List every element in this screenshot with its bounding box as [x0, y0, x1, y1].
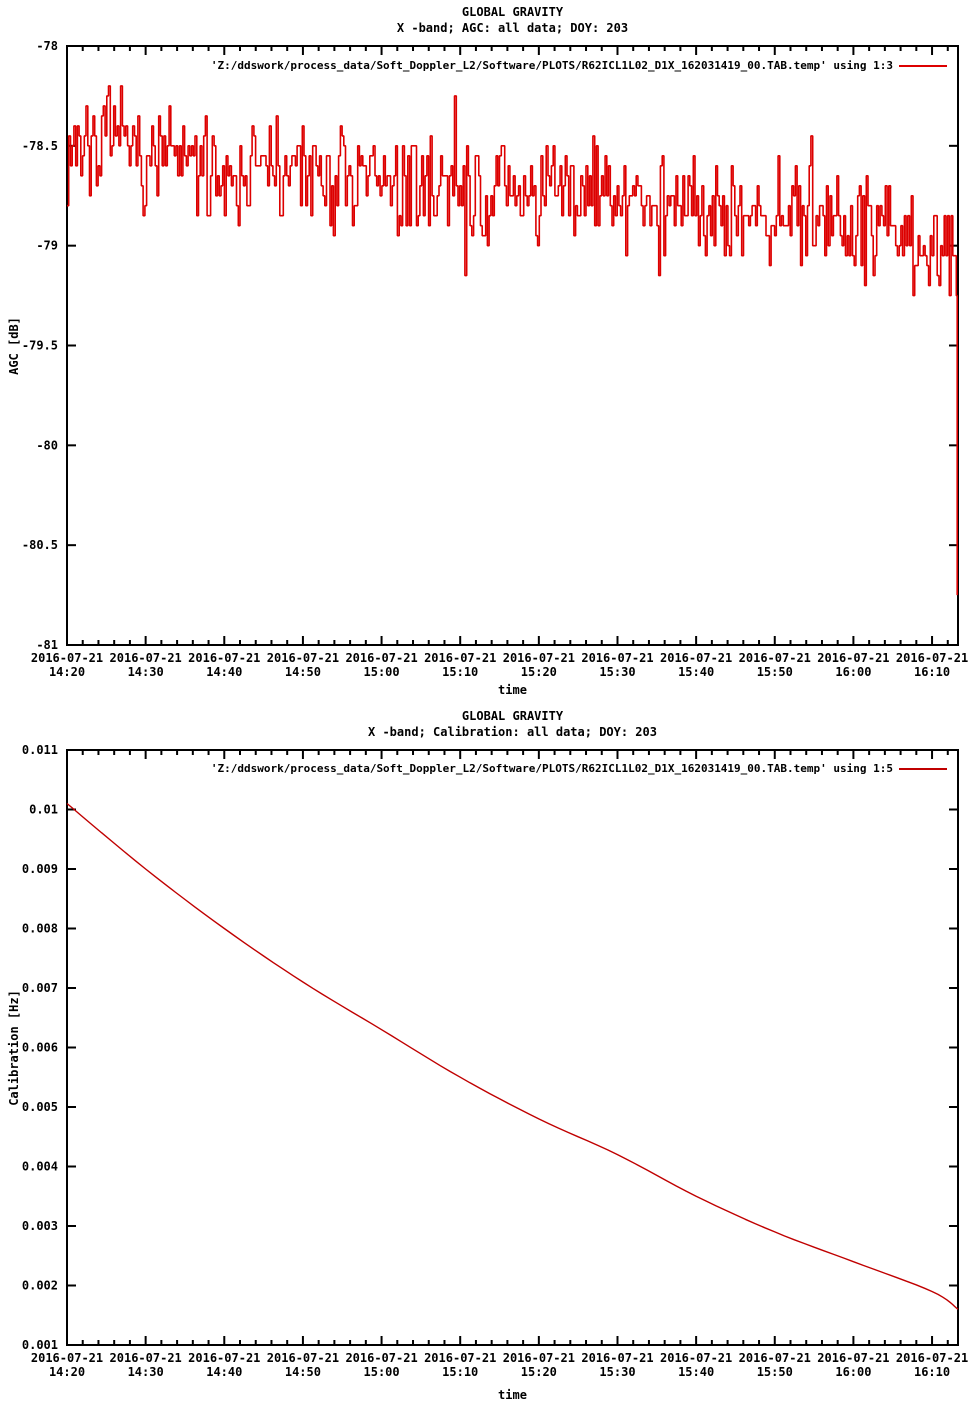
- y-tick-label: -78: [36, 39, 58, 53]
- y-tick-label: -79.5: [21, 338, 58, 353]
- x-tick-time-label: 15:10: [442, 1365, 479, 1379]
- x-tick-date-label: 2016-07-21: [738, 651, 811, 665]
- x-tick-time-label: 16:00: [835, 1365, 872, 1379]
- x-tick-date-label: 2016-07-21: [266, 1351, 340, 1365]
- chart-title: GLOBAL GRAVITY: [461, 709, 564, 723]
- legend-line-swatch: [899, 768, 947, 770]
- chart-subtitle: X -band; Calibration: all data; DOY: 203: [368, 725, 657, 739]
- data-line: [67, 86, 957, 595]
- calibration-plot-svg: [0, 700, 980, 1400]
- data-line: [67, 804, 958, 1310]
- y-tick-label: 0.002: [21, 1278, 58, 1293]
- y-tick-label: 0.001: [21, 1338, 58, 1352]
- x-tick-date-label: 2016-07-21: [581, 1351, 654, 1365]
- x-tick-time-label: 15:00: [363, 1365, 400, 1379]
- x-tick-date-label: 2016-07-21: [345, 651, 418, 665]
- y-tick-label: 0.006: [21, 1040, 58, 1055]
- legend-line-swatch: [899, 65, 947, 67]
- x-tick-date-label: 2016-07-21: [895, 1351, 969, 1365]
- x-tick-date-label: 2016-07-21: [30, 1351, 104, 1365]
- agc-plot-svg: [0, 0, 980, 700]
- x-tick-date-label: 2016-07-21: [817, 651, 890, 665]
- x-tick-date-label: 2016-07-21: [502, 1351, 575, 1365]
- legend-label: 'Z:/ddswork/process_data/Soft_Doppler_L2/Software/PLOTS/R62ICL1L02_D1X_162031419_00.TAB.temp' using 1:5: [210, 762, 893, 775]
- y-tick-label: -79: [36, 238, 58, 253]
- x-tick-date-label: 2016-07-21: [660, 651, 733, 665]
- x-tick-time-label: 15:20: [520, 1365, 557, 1379]
- y-tick-label: 0.008: [21, 921, 58, 936]
- y-tick-label: 0.011: [21, 743, 58, 757]
- x-axis-label: time: [498, 1388, 527, 1402]
- legend-label: 'Z:/ddswork/process_data/Soft_Doppler_L2/Software/PLOTS/R62ICL1L02_D1X_162031419_00.TAB.temp' using 1:3: [210, 59, 893, 72]
- legend-entry: [211, 59, 947, 72]
- x-tick-date-label: 2016-07-21: [738, 1351, 811, 1365]
- x-tick-time-label: 14:40: [206, 1365, 243, 1379]
- x-tick-date-label: 2016-07-21: [660, 1351, 733, 1365]
- x-tick-time-label: 14:20: [48, 1365, 86, 1379]
- x-tick-time-label: 14:20: [48, 665, 86, 679]
- x-tick-date-label: 2016-07-21: [109, 651, 182, 665]
- x-tick-date-label: 2016-07-21: [109, 1351, 182, 1365]
- y-tick-label: 0.007: [21, 981, 58, 995]
- x-tick-time-label: 15:40: [678, 665, 715, 679]
- gravity-calibration-chart: [0, 700, 980, 1400]
- y-tick-label: -81: [36, 638, 58, 652]
- x-tick-time-label: 14:30: [127, 1365, 164, 1379]
- y-tick-label: -80: [36, 438, 58, 453]
- x-tick-time-label: 15:00: [363, 665, 400, 679]
- y-tick-label: 0.003: [21, 1219, 58, 1233]
- y-axis-label: Calibration [Hz]: [7, 990, 21, 1106]
- x-tick-date-label: 2016-07-21: [817, 1351, 890, 1365]
- x-tick-time-label: 14:50: [284, 1365, 321, 1379]
- y-tick-label: -80.5: [21, 538, 58, 553]
- plot-border: [67, 46, 958, 645]
- y-tick-label: 0.005: [21, 1100, 58, 1114]
- x-tick-time-label: 14:40: [206, 665, 243, 679]
- x-tick-time-label: 16:10: [913, 1365, 951, 1379]
- gravity-agc-chart: [0, 0, 980, 700]
- chart-title: GLOBAL GRAVITY: [461, 5, 564, 19]
- x-tick-time-label: 16:10: [913, 665, 951, 679]
- x-axis-label: time: [498, 683, 527, 697]
- x-tick-date-label: 2016-07-21: [424, 1351, 497, 1365]
- y-tick-label: 0.009: [21, 862, 58, 876]
- y-axis-label: AGC [dB]: [7, 317, 21, 375]
- x-tick-time-label: 15:30: [599, 665, 636, 679]
- x-tick-time-label: 15:50: [756, 1365, 793, 1379]
- plot-border: [67, 750, 958, 1345]
- x-tick-time-label: 15:10: [442, 665, 479, 679]
- x-tick-date-label: 2016-07-21: [188, 651, 261, 665]
- x-tick-date-label: 2016-07-21: [266, 651, 340, 665]
- x-tick-time-label: 15:20: [520, 665, 557, 679]
- legend-entry: [211, 762, 947, 775]
- y-tick-label: -78.5: [21, 138, 58, 153]
- x-tick-time-label: 15:50: [756, 665, 793, 679]
- x-tick-date-label: 2016-07-21: [188, 1351, 261, 1365]
- x-tick-time-label: 14:30: [127, 665, 164, 679]
- x-tick-time-label: 16:00: [835, 665, 872, 679]
- x-tick-date-label: 2016-07-21: [424, 651, 497, 665]
- x-tick-date-label: 2016-07-21: [502, 651, 575, 665]
- x-tick-time-label: 15:40: [678, 1365, 715, 1379]
- x-tick-date-label: 2016-07-21: [895, 651, 969, 665]
- x-tick-date-label: 2016-07-21: [345, 1351, 418, 1365]
- chart-subtitle: X -band; AGC: all data; DOY: 203: [396, 21, 629, 35]
- x-tick-date-label: 2016-07-21: [30, 651, 104, 665]
- y-tick-label: 0.01: [29, 802, 58, 817]
- x-tick-date-label: 2016-07-21: [581, 651, 654, 665]
- y-tick-label: 0.004: [21, 1159, 58, 1174]
- x-tick-time-label: 14:50: [284, 665, 321, 679]
- x-tick-time-label: 15:30: [599, 1365, 636, 1379]
